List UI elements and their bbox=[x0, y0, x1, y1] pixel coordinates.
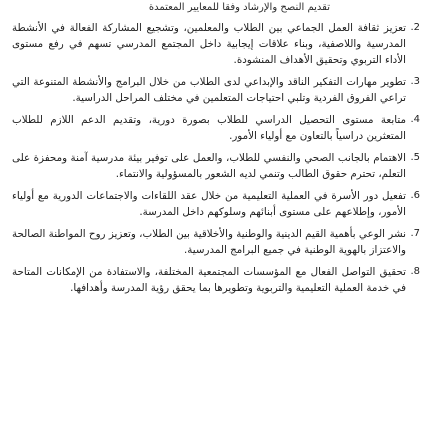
list-item bbox=[12, 74, 420, 106]
list-item-number: 5. bbox=[410, 152, 420, 163]
list-item bbox=[12, 226, 420, 258]
list-item-text: تحقيق التواصل الفعال مع المؤسسات المجتمعية المختلفة، والاستفادة من الإمكانات المتاحة في خدمة العملية التعليمية والتربوية وتطويرها بما يحقق رؤية المدرسة وأهدافها. bbox=[12, 266, 406, 294]
list-item-number: 2. bbox=[410, 22, 420, 33]
list-item-number: 6. bbox=[410, 190, 420, 201]
list-item-number: 4. bbox=[410, 114, 420, 125]
list-item-text: متابعة مستوى التحصيل الدراسي للطلاب بصورة دورية، وتقديم الدعم اللازم للطلاب المتعثرين دراسياً بالتعاون مع أولياء الأمور. bbox=[12, 114, 406, 142]
list-item-text: نشر الوعي بأهمية القيم الدينية والوطنية والأخلاقية بين الطلاب، وتعزيز روح المواطنة الصالحة والاعتزاز بالهوية الوطنية في جميع البرامج المدرسية. bbox=[12, 228, 406, 256]
list-item-text: الاهتمام بالجانب الصحي والنفسي للطلاب، والعمل على توفير بيئة مدرسية آمنة ومحفزة على التعلم، تحترم حقوق الطالب وتنمي لديه الشعور بالمسؤولية والانتماء. bbox=[12, 152, 406, 180]
numbered-list bbox=[12, 20, 420, 296]
list-item bbox=[12, 20, 420, 68]
list-item bbox=[12, 264, 420, 296]
list-item-number: 3. bbox=[410, 76, 420, 87]
list-item-text: تعزيز ثقافة العمل الجماعي بين الطلاب والمعلمين، وتشجيع المشاركة الفعالة في الأنشطة المدرسية واللاصفية، وبناء علاقات إيجابية داخل المجتمع المدرسي تسهم في رفع مستوى الأداء التربوي وتحقيق الأهداف المنشودة. bbox=[12, 22, 406, 66]
list-item bbox=[12, 150, 420, 182]
list-item bbox=[12, 112, 420, 144]
list-item-number: 8. bbox=[410, 266, 420, 277]
list-item bbox=[12, 188, 420, 220]
list-item-text: تطوير مهارات التفكير الناقد والإبداعي لدى الطلاب من خلال البرامج والأنشطة المتنوعة التي تراعي الفروق الفردية وتلبي احتياجات المتعلمين في مختلف المراحل الدراسية. bbox=[12, 76, 406, 104]
top-text-fragment: تقديم النصح والإرشاد وفقاً للمعايير المعتمدة bbox=[148, 2, 330, 13]
list-item-text: تفعيل دور الأسرة في العملية التعليمية من خلال عقد اللقاءات والاجتماعات الدورية مع أولياء الأمور، وإطلاعهم على مستوى أبنائهم وسلوكهم داخل المدرسة. bbox=[12, 190, 406, 218]
list-item-number: 7. bbox=[410, 228, 420, 239]
